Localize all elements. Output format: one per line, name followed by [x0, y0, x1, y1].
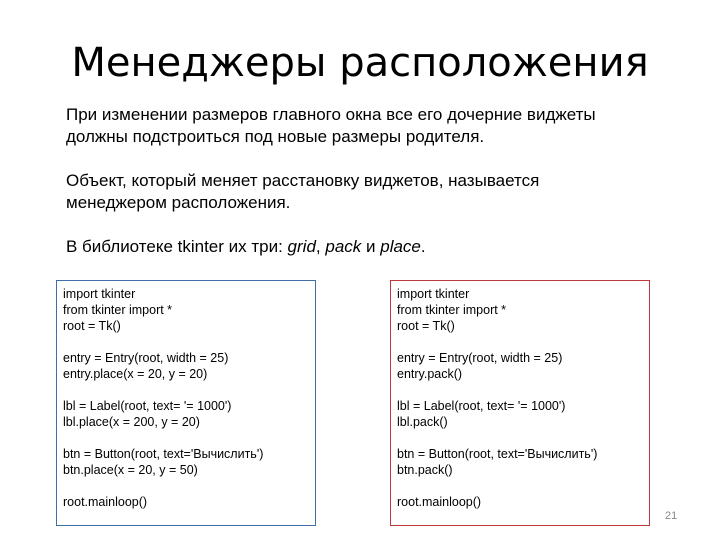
code-line: entry.place(x = 20, y = 20)	[63, 367, 208, 381]
slide-title: Менеджеры расположения	[71, 40, 649, 86]
code-line	[63, 430, 309, 446]
managers-line	[66, 236, 666, 258]
code-line: root = Tk()	[397, 319, 455, 333]
code-line: btn.pack()	[397, 463, 453, 477]
code-line: btn.place(x = 20, y = 50)	[63, 463, 198, 477]
managers-prefix: В библиотеке tkinter их три:	[66, 237, 288, 256]
code-line: from tkinter import *	[397, 303, 507, 317]
code-line: import tkinter	[63, 287, 136, 301]
paragraph-line: Объект, который меняет расстановку виджетов, называется	[66, 171, 540, 190]
paragraph-line: менеджером расположения.	[66, 193, 291, 212]
code-box-place	[56, 280, 316, 526]
paragraph-line: При изменении размеров главного окна все его дочерние виджеты	[66, 105, 596, 124]
code-box-pack	[390, 280, 650, 526]
paragraph-gap	[66, 148, 666, 170]
paragraph-line: должны подстроиться под новые размеры родителя.	[66, 127, 485, 146]
manager-grid: grid	[287, 237, 316, 256]
code-line	[397, 334, 643, 350]
manager-pack: pack	[325, 237, 362, 256]
code-line: entry = Entry(root, width = 25)	[63, 351, 229, 365]
code-line: lbl.place(x = 200, y = 20)	[63, 415, 200, 429]
code-line: root.mainloop()	[63, 495, 148, 509]
code-line: btn = Button(root, text='Вычислить')	[397, 447, 598, 461]
code-line	[397, 478, 643, 494]
code-line	[397, 430, 643, 446]
code-line: from tkinter import *	[63, 303, 173, 317]
paragraph-gap	[66, 214, 666, 236]
code-line: import tkinter	[397, 287, 470, 301]
code-line	[63, 382, 309, 398]
code-line: btn = Button(root, text='Вычислить')	[63, 447, 264, 461]
code-line	[397, 382, 643, 398]
period: .	[420, 237, 426, 256]
page-number: 21	[665, 510, 678, 522]
code-line: entry.pack()	[397, 367, 463, 381]
comma: ,	[315, 237, 326, 256]
code-line: entry = Entry(root, width = 25)	[397, 351, 563, 365]
code-line: root = Tk()	[63, 319, 121, 333]
code-line: lbl = Label(root, text= '= 1000')	[63, 399, 232, 413]
code-line: root.mainloop()	[397, 495, 482, 509]
slide-body	[66, 104, 666, 258]
code-line: lbl = Label(root, text= '= 1000')	[397, 399, 566, 413]
and-word: и	[361, 237, 381, 256]
code-line	[63, 334, 309, 350]
code-line: lbl.pack()	[397, 415, 448, 429]
manager-place: place	[380, 237, 421, 256]
code-line	[63, 478, 309, 494]
